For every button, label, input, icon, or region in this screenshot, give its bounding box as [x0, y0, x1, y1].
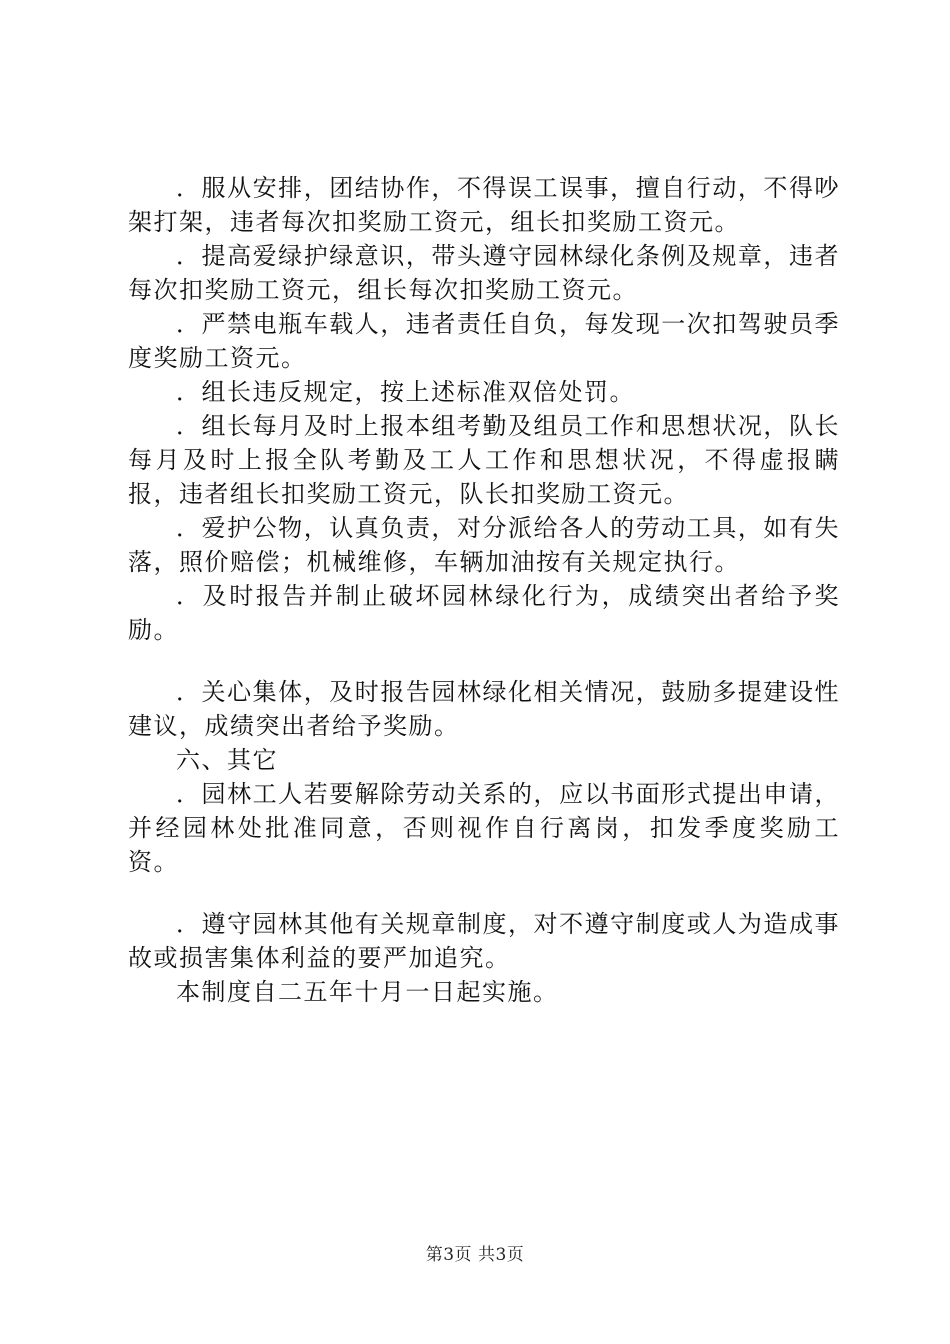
rule-item-terminate-contract: ．园林工人若要解除劳动关系的，应以书面形式提出申请，并经园林处批准同意，否则视作自行离岗，扣发季度奖励工资。 — [128, 780, 840, 876]
document-body — [128, 171, 840, 1009]
effective-date-statement: 本制度自二五年十月一日起实施。 — [176, 978, 559, 1006]
rule-item-report-damage: ．及时报告并制止破坏园林绿化行为，成绩突出者给予奖励。 — [128, 582, 840, 644]
section-heading-other: 六、其它 — [176, 746, 278, 774]
page-number-footer: 第3页 共3页 — [425, 1245, 525, 1265]
rule-item-green-awareness: ．提高爱绿护绿意识，带头遵守园林绿化条例及规章，违者每次扣奖励工资元，组长每次扣奖励工资元。 — [128, 242, 840, 304]
rule-item-no-passengers: ．严禁电瓶车载人，违者责任自负，每发现一次扣驾驶员季度奖励工资元。 — [128, 310, 840, 372]
rule-item-care-collective: ．关心集体，及时报告园林绿化相关情况，鼓励多提建设性建议，成绩突出者给予奖励。 — [128, 678, 840, 740]
rule-item-obey-arrangement: ．服从安排，团结协作，不得误工误事，擅自行动，不得吵架打架，违者每次扣奖励工资元，组长扣奖励工资元。 — [128, 174, 840, 236]
rule-item-protect-property: ．爱护公物，认真负责，对分派给各人的劳动工具，如有失落，照价赔偿；机械维修，车辆加油按有关规定执行。 — [128, 514, 840, 576]
rule-item-monthly-report: ．组长每月及时上报本组考勤及组员工作和思想状况，队长每月及时上报全队考勤及工人工作和思想状况，不得虚报瞒报，违者组长扣奖励工资元，队长扣奖励工资元。 — [128, 412, 840, 508]
rule-item-other-regulations: ．遵守园林其他有关规章制度，对不遵守制度或人为造成事故或损害集体利益的要严加追究。 — [128, 910, 840, 972]
rule-item-leader-violation: ．组长违反规定，按上述标准双倍处罚。 — [176, 378, 635, 406]
